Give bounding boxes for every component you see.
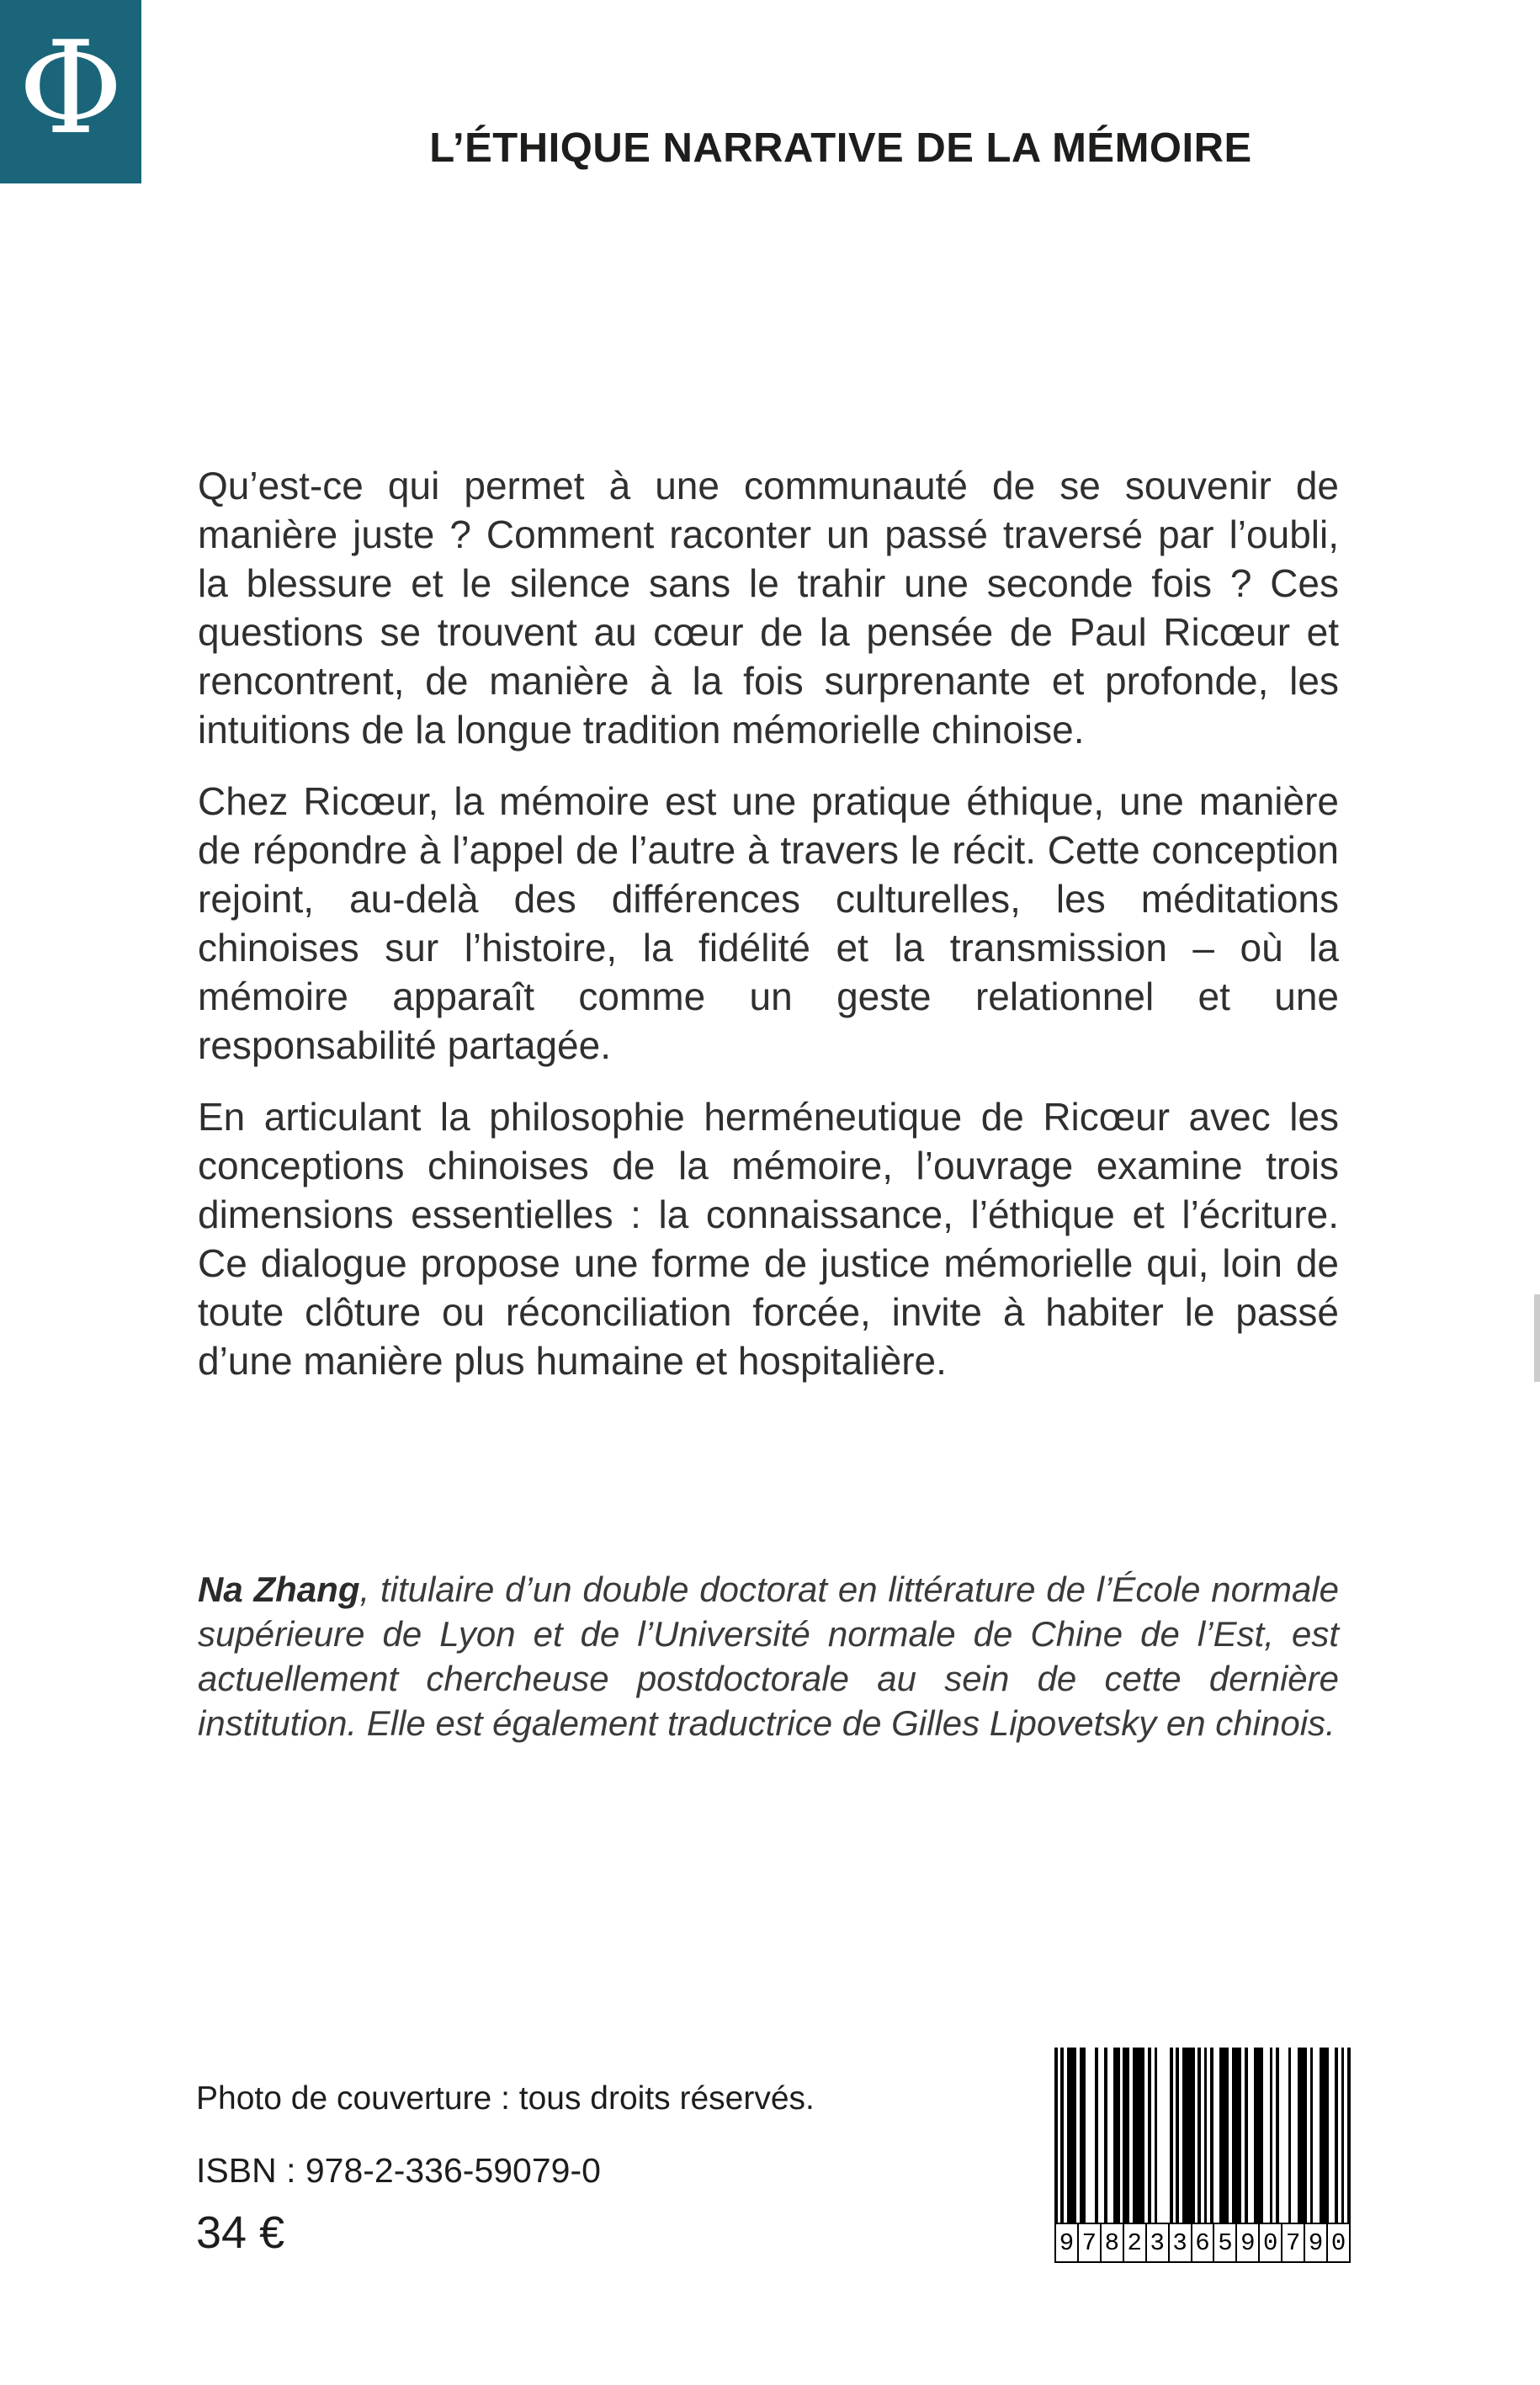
title-band xyxy=(141,125,1540,172)
author-bio-rest: , titulaire d’un double doctorat en littérature de l’École normale supérieure de Lyon et de l’Université normale de Chine de l’Est, est actuellement chercheuse postdoctorale au sein de cette dernière institution. Elle est également traductrice de Gilles Lipovetsky en chinois. xyxy=(198,1570,1340,1743)
author-name: Na Zhang xyxy=(198,1570,360,1609)
publisher-logo xyxy=(0,0,141,183)
phi-logo-icon: Φ xyxy=(18,13,124,162)
synopsis-paragraph: Qu’est-ce qui permet à une communauté de se souvenir de manière juste ? Comment raconter un passé traversé par l’oubli, la blessure et le silence sans le trahir une seconde fois ? Ces questions se trouvent au cœur de la pensée de Paul Ricœur et rencontrent, de manière à la fois surprenante et profonde, les intuitions de la longue tradition mémorielle chinoise. xyxy=(198,464,1339,752)
isbn-line: ISBN : 978-2-336-59079-0 xyxy=(196,2151,601,2190)
page-edge-mark xyxy=(1534,1294,1540,1382)
author-bio xyxy=(198,1567,1339,1745)
price: 34 € xyxy=(196,2207,285,2258)
ean13-barcode xyxy=(1054,2048,1351,2268)
barcode-bars xyxy=(1054,2048,1351,2223)
synopsis xyxy=(198,461,1339,1408)
book-title: L’ÉTHIQUE NARRATIVE DE LA MÉMOIRE xyxy=(429,125,1252,171)
barcode-digits: 9 7 8 2 3 3 6 5 9 0 7 9 0 xyxy=(1054,2223,1351,2263)
author-bio-text xyxy=(198,1567,1339,1745)
photo-credit: Photo de couverture : tous droits réservés. xyxy=(196,2080,815,2117)
synopsis-paragraph: En articulant la philosophie herméneutique de Ricœur avec les conceptions chinoises de la mémoire, l’ouvrage examine trois dimensions essentielles : la connaissance, l’éthique et l’écriture. Ce dialogue propose une forme de justice mémorielle qui, loin de toute clôture ou réconciliation forcée, invite à habiter le passé d’une manière plus humaine et hospitalière. xyxy=(198,1095,1339,1383)
synopsis-paragraph: Chez Ricœur, la mémoire est une pratique éthique, une manière de répondre à l’appel de l’autre à travers le récit. Cette conception rejoint, au-delà des différences culturelles, les méditations chinoises sur l’histoire, la fidélité et la transmission – où la mémoire apparaît comme un geste relationnel et une responsabilité partagée. xyxy=(198,779,1339,1067)
